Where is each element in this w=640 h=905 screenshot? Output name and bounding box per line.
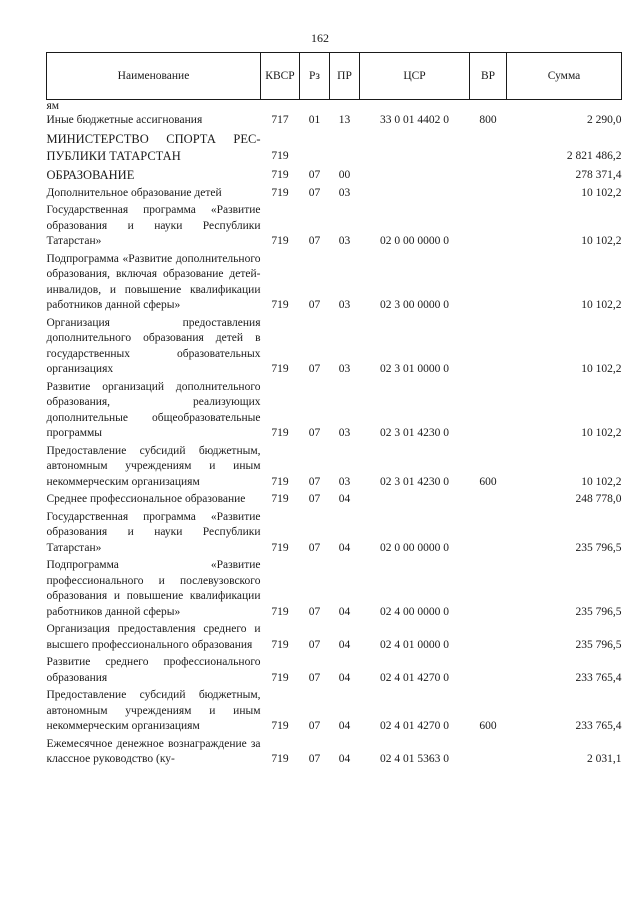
cell-rz: 07 [308,605,321,618]
cell-kvsr: 719 [271,186,289,199]
cell-name: ОБРАЗОВАНИЕ [46,167,135,182]
cell-pr: 03 [338,299,351,311]
cell-pr: 04 [338,671,351,684]
cell-csr: 02 4 01 4270 0 [380,671,449,684]
cell-vr [470,202,507,251]
page-number: 162 [311,31,329,45]
table-row [47,185,622,203]
cell-sum: 235 796,5 [575,605,622,618]
header-name: Наименование [47,53,261,100]
cell-vr [470,621,507,654]
cell-kvsr: 719 [271,235,289,247]
cell-kvsr: 719 [271,720,289,732]
cell-vr [470,315,507,379]
cell-sum: 233 765,4 [575,671,622,684]
cell-pr: 00 [338,169,351,181]
cell-name: Среднее профессиональное образование [46,493,246,505]
cell-csr: 33 0 01 4402 0 [380,114,449,126]
cell-rz: 07 [308,493,321,505]
cell-pr: 03 [338,427,351,439]
cell-sum: 233 765,4 [575,720,622,732]
table-row [47,509,622,558]
cell-kvsr: 717 [271,114,289,126]
cell-sum: 10 102,2 [581,299,622,311]
cell-vr: 800 [479,114,497,126]
cell-kvsr: 719 [271,427,289,439]
cell-rz: 07 [308,235,321,247]
cell-csr: 02 0 00 0000 0 [380,541,449,554]
table-row [47,100,622,113]
cell-rz: 07 [308,671,321,684]
cell-name: Организация предоставления дополнительного образования детей в государственных образовательных организациях [46,316,261,375]
table-row [47,443,622,492]
cell-pr: 04 [338,753,351,765]
cell-pr: 03 [338,363,351,375]
table-row [47,491,622,509]
cell-rz: 07 [308,169,321,181]
cell-vr [470,185,507,203]
cell-rz [300,100,330,113]
cell-csr [360,130,470,166]
cell-csr: 02 4 01 5363 0 [380,753,449,765]
cell-pr: 04 [338,720,351,732]
cell-name: ям [46,100,60,112]
cell-kvsr: 719 [271,363,289,375]
cell-rz: 07 [308,541,321,554]
cell-name: Развитие организаций дополнительного образования, реализующих дополнительные общеобразовательные программы [46,380,261,439]
table-row [47,687,622,736]
header-pr: ПР [330,53,360,100]
cell-csr: 02 4 01 0000 0 [380,638,449,651]
cell-sum: 10 102,2 [581,427,622,439]
table-row [47,379,622,443]
cell-csr: 02 4 01 4270 0 [380,720,449,732]
cell-csr: 02 4 00 0000 0 [380,605,449,618]
cell-vr [470,509,507,558]
table-row [47,251,622,315]
cell-vr: 600 [479,475,497,488]
cell-vr [470,166,507,185]
cell-kvsr: 719 [271,541,289,554]
table-row [47,654,622,687]
cell-name: Государственная программа «Развитие образования и науки Республики Татарстан» [46,204,261,247]
cell-csr [360,185,470,203]
cell-rz: 07 [308,753,321,765]
cell-sum: 10 102,2 [581,235,622,247]
cell-vr [470,100,507,113]
cell-csr: 02 3 01 0000 0 [380,363,449,375]
cell-sum: 2 821 486,2 [566,150,622,162]
budget-table [46,52,622,769]
table-row [47,130,622,166]
cell-kvsr: 719 [271,299,289,311]
cell-name: Организация предоставления среднего и высшего профессионального образования [46,623,261,651]
table-row [47,202,622,251]
cell-sum: 2 031,1 [587,753,622,765]
cell-pr [330,100,360,113]
cell-vr [470,130,507,166]
cell-name: Предоставление субсидий бюджетным, автономным учреждениям и иным некоммерческим организациям [46,444,261,488]
header-vr: ВР [470,53,507,100]
table-header-row [47,53,622,100]
cell-vr: 600 [479,720,497,732]
cell-rz: 07 [308,186,321,199]
cell-kvsr: 719 [271,169,289,181]
cell-vr [470,736,507,769]
cell-kvsr [261,100,300,113]
cell-sum: 248 778,0 [575,493,622,505]
cell-rz: 07 [308,638,321,651]
cell-vr [470,654,507,687]
table-row [47,166,622,185]
cell-name: Ежемесячное денежное вознаграждение за классное руководство (ку- [46,737,261,765]
cell-csr [360,100,470,113]
cell-pr: 03 [338,186,351,199]
table-row [47,557,622,621]
cell-pr: 04 [338,493,351,505]
cell-csr [360,491,470,509]
cell-name: Дополнительное образование детей [46,186,222,199]
cell-vr [470,491,507,509]
table-row [47,621,622,654]
cell-kvsr: 719 [271,605,289,618]
cell-pr: 13 [338,114,351,126]
cell-sum: 10 102,2 [581,475,622,488]
cell-name: Иные бюджетные ассигнования [46,114,203,126]
cell-name: Государственная программа «Развитие образования и науки Республики Татарстан» [46,510,261,554]
cell-rz: 07 [308,475,321,488]
header-rz: Рз [300,53,330,100]
cell-pr: 03 [338,475,351,488]
header-kvsr: КВСР [261,53,300,100]
cell-csr [360,166,470,185]
cell-kvsr: 719 [271,150,289,162]
cell-pr [330,130,360,166]
header-sum: Сумма [507,53,622,100]
cell-rz: 07 [308,427,321,439]
table-row [47,315,622,379]
cell-name: МИНИСТЕРСТВО СПОРТА РЕС-ПУБЛИКИ ТАТАРСТАН [46,131,261,163]
cell-rz: 01 [308,114,321,126]
cell-sum: 235 796,5 [575,541,622,554]
cell-rz: 07 [308,363,321,375]
cell-name: Подпрограмма «Развитие профессионального и послевузовского образования и повышение квалификации работников данной сферы» [46,559,261,618]
header-csr: ЦСР [360,53,470,100]
cell-sum: 278 371,4 [575,169,622,181]
cell-sum: 2 290,0 [587,114,622,126]
cell-csr: 02 0 00 0000 0 [380,235,449,247]
cell-vr [470,557,507,621]
cell-kvsr: 719 [271,493,289,505]
cell-name: Подпрограмма «Развитие дополнительного образования, включая образование детей-инвалидов, и повышение квалификации работников данной сферы» [46,252,261,311]
table-row [47,736,622,769]
cell-kvsr: 719 [271,475,289,488]
cell-vr [470,379,507,443]
cell-rz [300,130,330,166]
cell-sum: 235 796,5 [575,638,622,651]
cell-csr: 02 3 01 4230 0 [380,427,449,439]
cell-csr: 02 3 00 0000 0 [380,299,449,311]
cell-rz: 07 [308,299,321,311]
cell-pr: 04 [338,605,351,618]
cell-csr: 02 3 01 4230 0 [380,475,449,488]
cell-pr: 03 [338,235,351,247]
cell-sum: 10 102,2 [581,363,622,375]
cell-pr: 04 [338,541,351,554]
cell-kvsr: 719 [271,753,289,765]
cell-pr: 04 [338,638,351,651]
cell-name: Предоставление субсидий бюджетным, автономным учреждениям и иным некоммерческим организациям [46,689,261,732]
table-row [47,112,622,130]
cell-kvsr: 719 [271,638,289,651]
cell-name: Развитие среднего профессионального образования [46,656,261,684]
cell-rz: 07 [308,720,321,732]
cell-sum: 10 102,2 [581,186,622,199]
cell-kvsr: 719 [271,671,289,684]
cell-vr [470,251,507,315]
cell-sum [507,100,622,113]
